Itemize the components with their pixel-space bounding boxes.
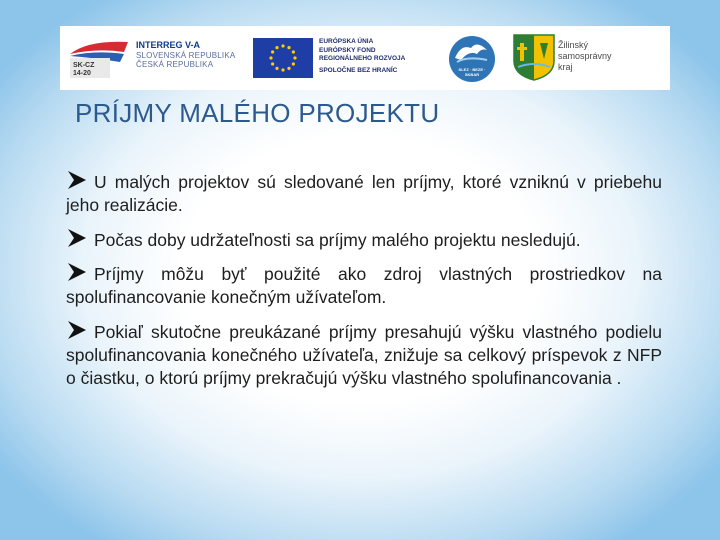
arrowhead-bullet-icon <box>66 228 88 248</box>
eu-star <box>271 50 274 53</box>
svg-text:14-20: 14-20 <box>73 70 91 77</box>
bullet-text: U malých projektov sú sledované len príjmy, ktoré vzniknú v priebehu jeho realizácie. <box>66 172 662 215</box>
svg-text:SK-CZ: SK-CZ <box>73 62 95 69</box>
eu-line2: EURÓPSKY FOND <box>319 46 376 54</box>
bullet-item <box>66 262 662 309</box>
eu-line1: EURÓPSKA ÚNIA <box>319 38 374 45</box>
eu-star <box>269 56 272 59</box>
region-name: SLEZ · BEZE · SKBAR <box>458 67 486 77</box>
bullet-text: Príjmy môžu byť použité ako zdroj vlastných prostriedkov na spolufinancovanie konečným užívateľom. <box>66 264 662 307</box>
slide-title: PRÍJMY MALÉHO PROJEKTU <box>75 98 440 128</box>
zilina-line2: samosprávny <box>558 51 612 61</box>
arrowhead-bullet-icon <box>66 262 88 282</box>
zilina-line3: kraj <box>558 62 573 72</box>
interreg-logo <box>68 36 238 82</box>
bullet-item <box>66 320 662 390</box>
logo-bar <box>60 26 670 90</box>
eu-star <box>275 67 278 70</box>
eu-star <box>287 67 290 70</box>
eu-slogan: SPOLOČNE BEZ HRANÍC <box>319 66 398 74</box>
eu-line3: REGIONÁLNEHO ROZVOJA <box>319 55 406 62</box>
eu-star <box>292 62 295 65</box>
eu-star <box>292 50 295 53</box>
bullet-text: Počas doby udržateľnosti sa príjmy malého projektu nesledujú. <box>94 230 581 250</box>
zilina-line1: Žilinský <box>558 40 589 50</box>
bullet-list <box>66 170 662 390</box>
bullet-text: Pokiaľ skutočne preukázané príjmy presahujú výšku vlastného podielu spolufinancovania konečného užívateľa, znižuje sa celkový príspevok z NFP o čiastku, o ktorú príjmy prekračujú výšku vlastného spolufinancovania . <box>66 322 662 388</box>
arrowhead-bullet-icon <box>66 320 88 340</box>
eu-logo <box>253 38 433 82</box>
zilina-coat-of-arms-icon <box>512 33 556 81</box>
eu-star <box>275 46 278 49</box>
bullet-item <box>66 170 662 217</box>
eu-flag-icon <box>253 38 313 78</box>
interreg-country-sk: SLOVENSKÁ REPUBLIKA <box>136 50 236 60</box>
interreg-mark-icon <box>68 36 130 80</box>
eu-star <box>287 46 290 49</box>
eu-star <box>293 56 296 59</box>
bullet-item <box>66 228 662 252</box>
interreg-country-cz: ČESKÁ REPUBLIKA <box>136 60 214 69</box>
eu-star <box>271 62 274 65</box>
eu-star <box>281 44 284 47</box>
zilina-logo <box>512 33 662 85</box>
arrowhead-bullet-icon <box>66 170 88 190</box>
eu-star <box>281 68 284 71</box>
interreg-name: INTERREG V-A <box>136 40 201 50</box>
region-logo <box>447 34 497 84</box>
